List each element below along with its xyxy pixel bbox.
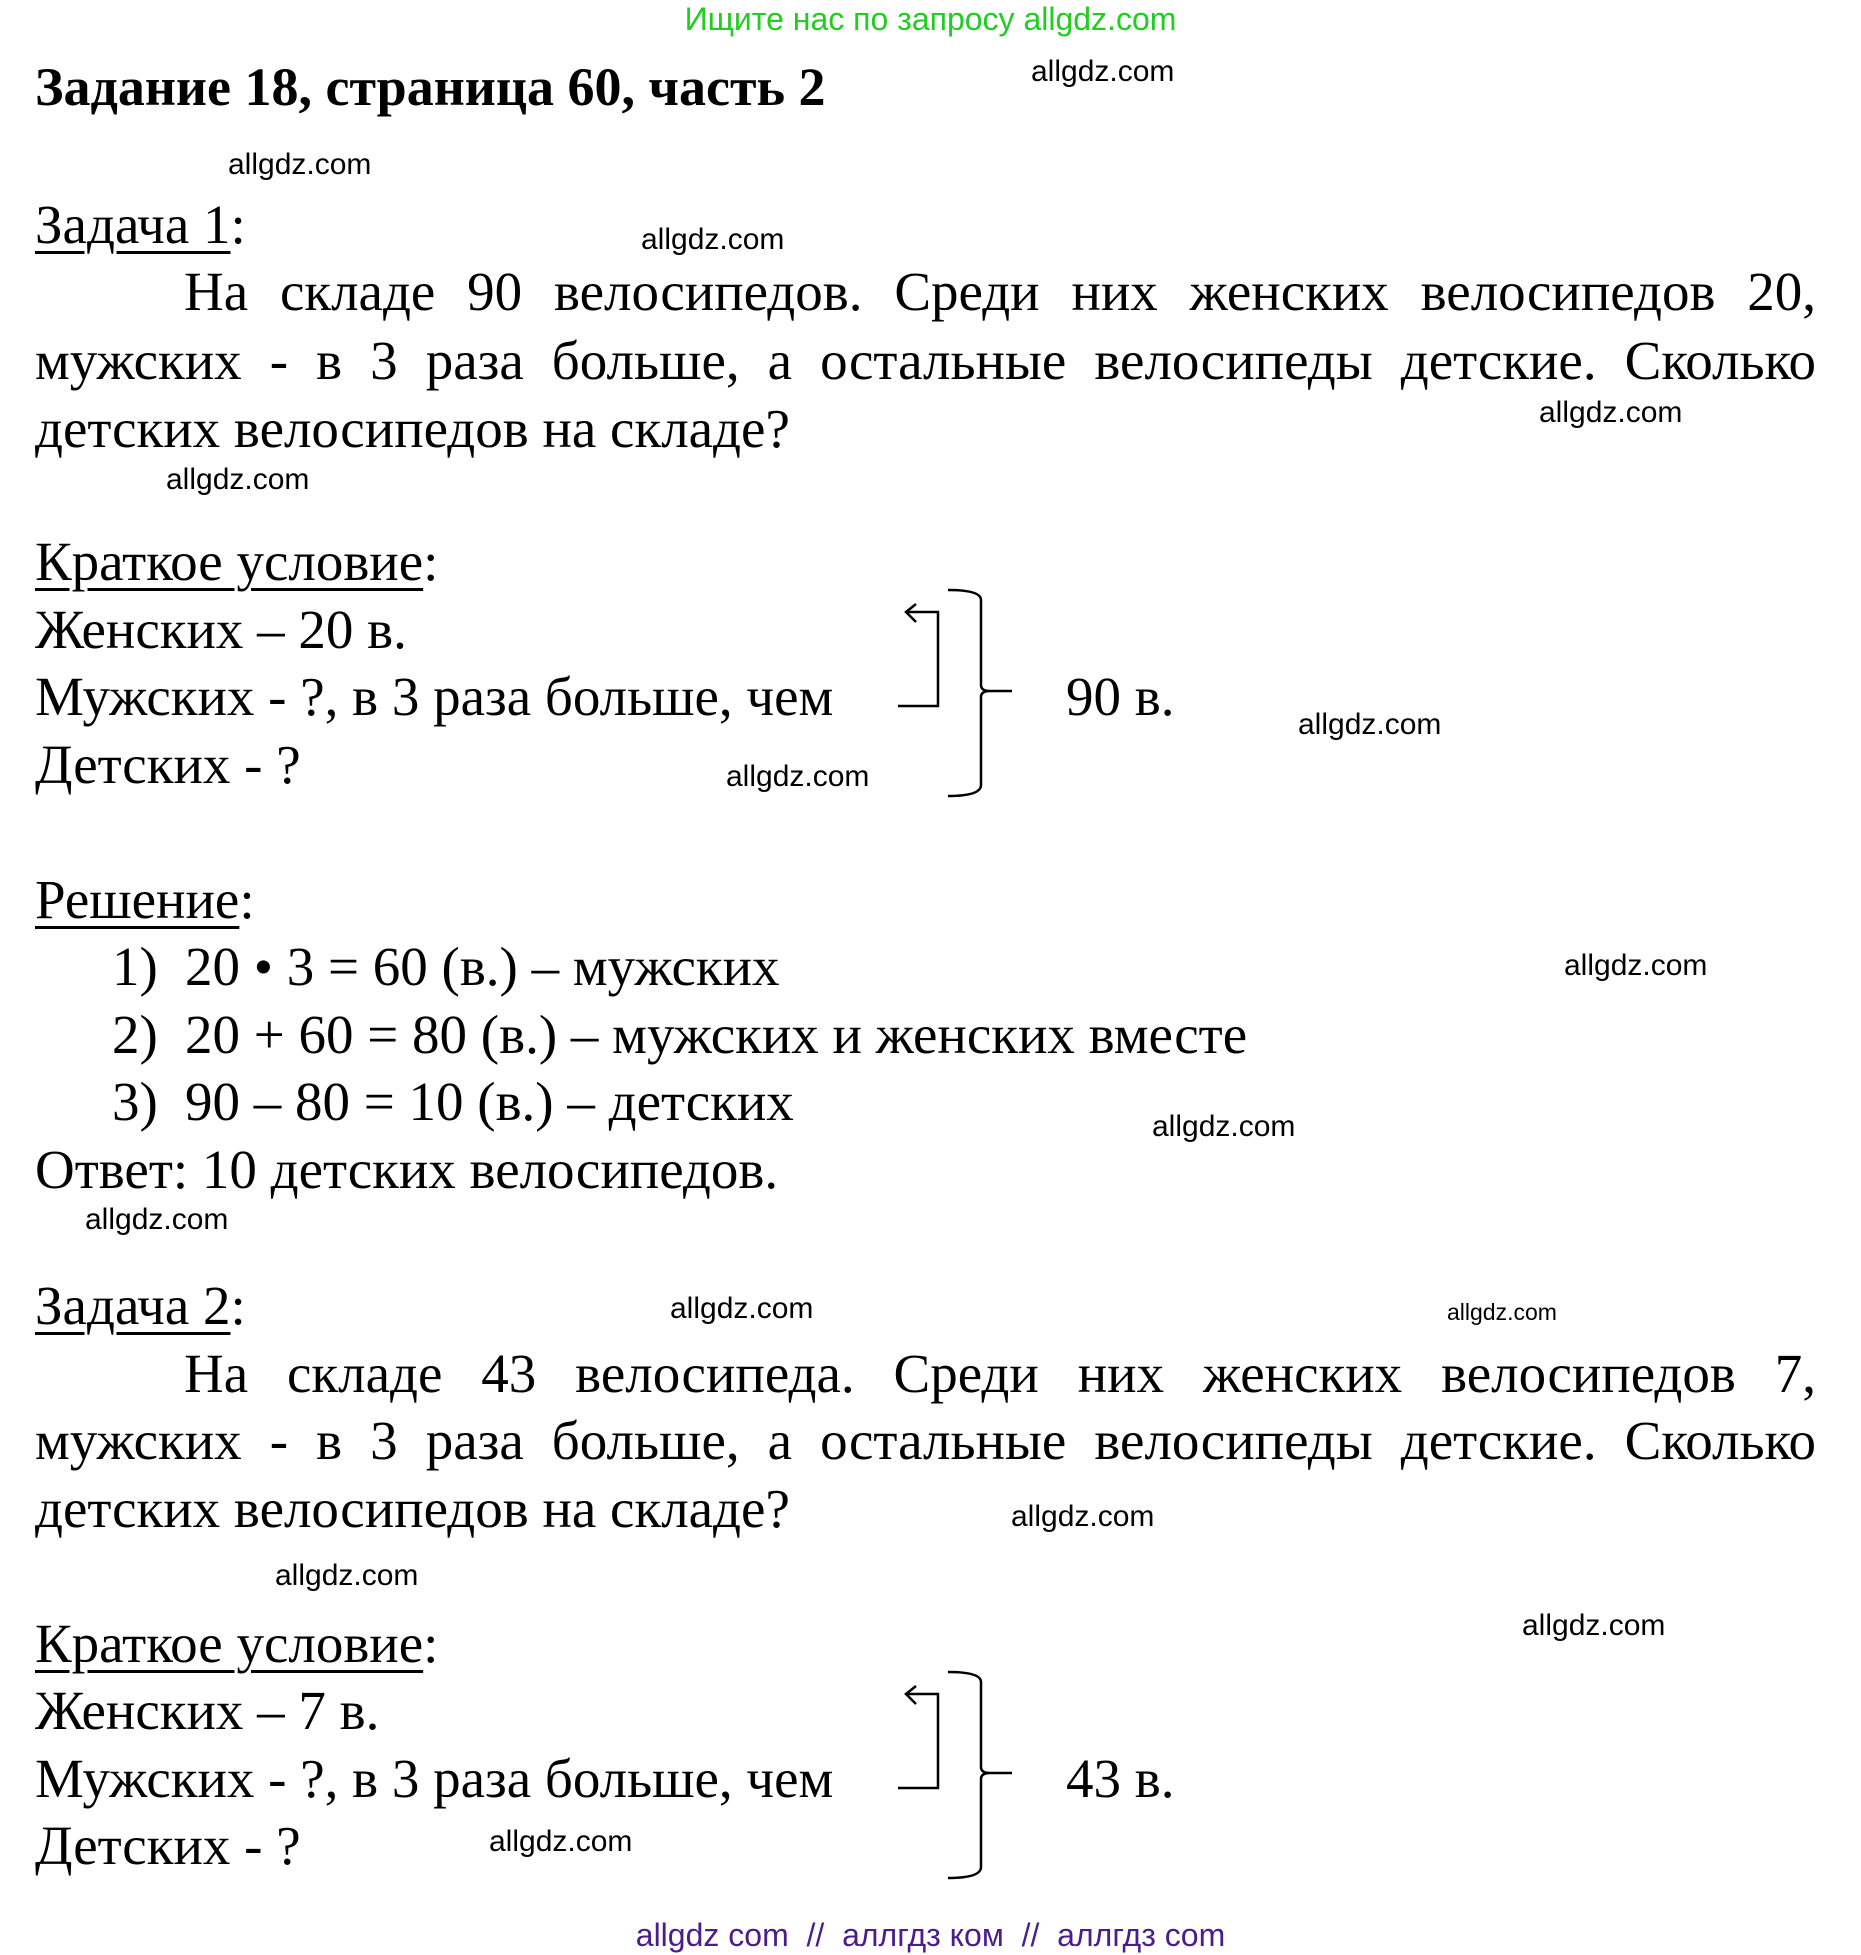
colon: : [423, 1613, 439, 1674]
total-label: 90 в. [1066, 666, 1175, 727]
short-line-men: Мужских - ?, в 3 раза больше, чем [35, 666, 834, 727]
short-line-women: Женских – 20 в. [35, 599, 407, 660]
footer-watermark: allgdz com // аллгдз ком // аллгдз com [635, 1917, 1226, 1953]
step-number: 2) [112, 1004, 158, 1065]
task1-heading-text: Задача 1 [35, 194, 231, 255]
short-line-kids: Детских - ? [35, 1815, 301, 1876]
step-number: 1) [112, 936, 158, 997]
task1-text-line: мужских - в 3 раза больше, а остальные велосипеды детские. Сколько [35, 330, 1816, 391]
watermark: allgdz.com [1298, 708, 1442, 741]
watermark: allgdz.com [228, 148, 372, 181]
short-line-kids: Детских - ? [35, 734, 301, 795]
short-line-men: Мужских - ?, в 3 раза больше, чем [35, 1748, 834, 1809]
watermark: allgdz.com [1011, 1500, 1155, 1533]
colon: : [230, 194, 246, 255]
watermark: allgdz.com [1152, 1110, 1296, 1143]
colon: : [230, 1275, 246, 1336]
watermark: allgdz.com [670, 1292, 814, 1325]
step-text: 20 + 60 = 80 (в.) – мужских и женских вместе [185, 1004, 1248, 1065]
short-heading-text: Краткое условие [35, 531, 424, 592]
comparison-arrow-icon [898, 604, 938, 706]
watermark: allgdz.com [641, 223, 785, 256]
watermark: allgdz.com [166, 463, 310, 496]
task2-text-line: На складе 43 велосипеда. Среди них женских велосипедов 7, [184, 1343, 1816, 1404]
total-label: 43 в. [1066, 1748, 1175, 1809]
task2-heading-text: Задача 2 [35, 1275, 231, 1336]
colon: : [239, 869, 255, 930]
watermark: allgdz.com [726, 760, 870, 793]
task1-text-line: детских велосипедов на складе? [35, 398, 790, 459]
watermark: allgdz.com [85, 1203, 229, 1236]
watermark: allgdz.com [1564, 949, 1708, 982]
watermark: allgdz.com [489, 1825, 633, 1858]
watermark: allgdz.com [1447, 1299, 1557, 1325]
search-banner: Ищите нас по запросу allgdz.com [684, 1, 1177, 37]
watermark: allgdz.com [1031, 55, 1175, 88]
watermark: allgdz.com [1522, 1609, 1666, 1642]
task1-text-line: На складе 90 велосипедов. Среди них женских велосипедов 20, [184, 261, 1816, 322]
solution-heading-text: Решение [35, 869, 240, 930]
page-title: Задание 18, страница 60, часть 2 [35, 57, 826, 117]
step-number: 3) [112, 1071, 158, 1132]
task2-text-line: мужских - в 3 раза больше, а остальные велосипеды детские. Сколько [35, 1410, 1816, 1471]
short-heading-text: Краткое условие [35, 1613, 424, 1674]
step-text: 20 • 3 = 60 (в.) – мужских [185, 936, 780, 997]
curly-brace-icon [948, 1672, 1012, 1878]
watermark: allgdz.com [275, 1559, 419, 1592]
short-line-women: Женских – 7 в. [35, 1680, 380, 1741]
step-text: 90 – 80 = 10 (в.) – детских [185, 1071, 794, 1132]
watermark: allgdz.com [1539, 396, 1683, 429]
comparison-arrow-icon [898, 1686, 938, 1788]
curly-brace-icon [948, 590, 1012, 796]
task2-text-line: детских велосипедов на складе? [35, 1478, 790, 1539]
colon: : [423, 531, 439, 592]
answer: Ответ: 10 детских велосипедов. [35, 1139, 779, 1200]
